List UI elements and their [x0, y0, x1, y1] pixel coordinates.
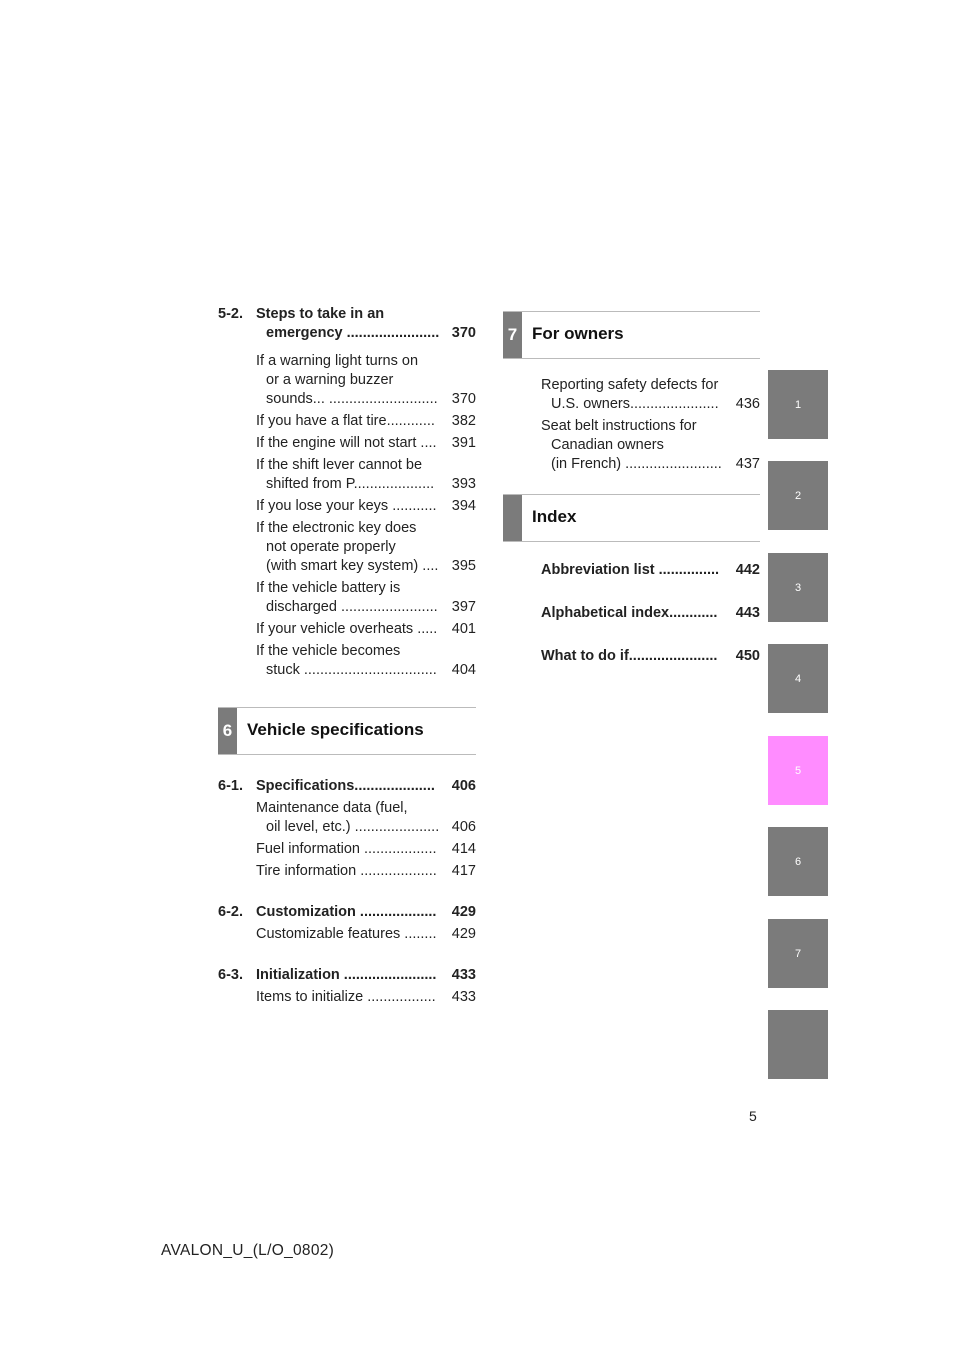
chapter-tab-index[interactable] — [768, 1010, 828, 1079]
toc-item[interactable]: Customizable features ........ 429 — [256, 926, 476, 942]
section-header-7[interactable] — [503, 311, 760, 359]
toc-item[interactable]: If the engine will not start .... 391 — [256, 435, 476, 451]
section-header-index[interactable] — [503, 494, 760, 542]
section-badge — [503, 495, 522, 541]
toc-index-item[interactable]: What to do if...................... 450 — [541, 648, 760, 664]
section-title: For owners — [532, 324, 624, 343]
toc-item[interactable]: Seat belt instructions for Canadian owners (in French) ........................ 437 — [541, 418, 760, 472]
toc-index-item[interactable]: Abbreviation list ............... 442 — [541, 562, 760, 578]
toc-item[interactable]: Items to initialize ................. 433 — [256, 989, 476, 1005]
toc-item[interactable]: If the vehicle battery is discharged ........................ 397 — [256, 580, 476, 615]
toc-item[interactable]: If a warning light turns on or a warning buzzer sounds... ........................... 370 — [256, 353, 476, 407]
toc-left-column — [218, 305, 476, 1007]
toc-chapter-5-2[interactable]: 5-2. Steps to take in an emergency ....................... 370 — [218, 306, 476, 341]
toc-index-item[interactable]: Alphabetical index............ 443 — [541, 605, 760, 621]
section-number-badge: 6 — [218, 708, 237, 754]
toc-item[interactable]: Tire information ................... 417 — [256, 863, 476, 879]
section-header-6[interactable] — [218, 707, 476, 755]
footer-code: AVALON_U_(L/O_0802) — [161, 1242, 335, 1259]
toc-item[interactable]: If the vehicle becomes stuck ................................. 404 — [256, 643, 476, 678]
chapter-tab-2[interactable]: 2 — [768, 461, 828, 530]
section-title: Vehicle specifications — [247, 720, 424, 739]
toc-chapter-6-1[interactable]: 6-1. Specifications.................... 406 — [218, 778, 476, 794]
toc-chapter-6-3[interactable]: 6-3. Initialization ....................... 433 — [218, 967, 476, 983]
chapter-tab-5[interactable]: 5 — [768, 736, 828, 805]
chapter-tab-6[interactable]: 6 — [768, 827, 828, 896]
toc-item[interactable]: If you have a flat tire............ 382 — [256, 413, 476, 429]
chapter-tab-7[interactable]: 7 — [768, 919, 828, 988]
toc-item[interactable]: If the shift lever cannot be shifted from P.................... 393 — [256, 457, 476, 492]
toc-chapter-6-2[interactable]: 6-2. Customization ................... 429 — [218, 904, 476, 920]
section-title: Index — [532, 507, 577, 526]
toc-right-column — [503, 311, 760, 666]
toc-item[interactable]: If your vehicle overheats ..... 401 — [256, 621, 476, 637]
chapter-number: 5-2. — [218, 306, 243, 322]
section-number-badge: 7 — [503, 312, 522, 358]
toc-item[interactable]: If the electronic key does not operate properly (with smart key system) .... 395 — [256, 520, 476, 574]
page-ref: 370 — [451, 325, 476, 341]
toc-item[interactable]: Reporting safety defects for U.S. owners...................... 436 — [541, 377, 760, 412]
toc-item[interactable]: Maintenance data (fuel, oil level, etc.) ..................... 406 — [256, 800, 476, 835]
chapter-tab-3[interactable]: 3 — [768, 553, 828, 622]
chapter-tab-4[interactable]: 4 — [768, 644, 828, 713]
toc-item[interactable]: If you lose your keys ........... 394 — [256, 498, 476, 514]
page-number: 5 — [749, 1108, 757, 1124]
toc-item[interactable]: Fuel information .................. 414 — [256, 841, 476, 857]
chapter-tab-1[interactable]: 1 — [768, 370, 828, 439]
